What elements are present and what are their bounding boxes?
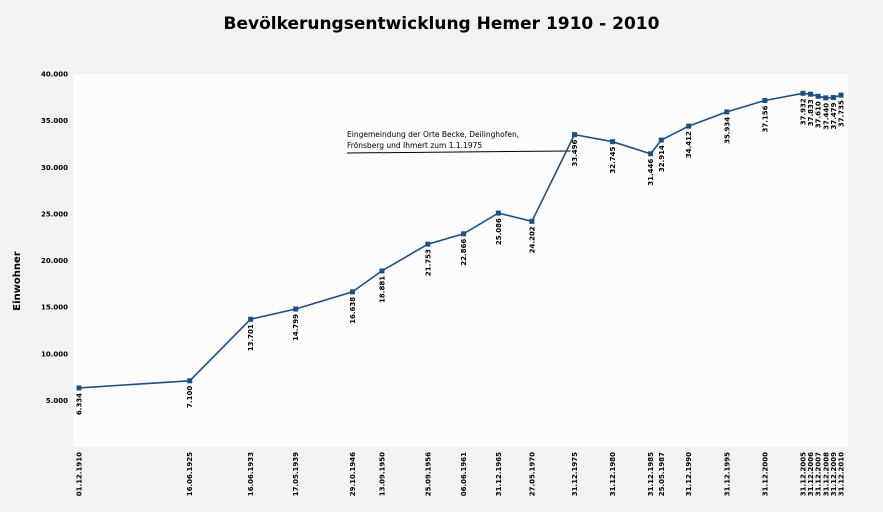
data-point-marker (379, 268, 384, 273)
y-tick-label: 10.000 (40, 350, 68, 359)
x-tick-label: 31.12.2009 (829, 452, 838, 497)
data-label: 35.934 (723, 116, 732, 144)
data-label: 37.440 (822, 102, 831, 130)
data-point-marker (425, 242, 430, 247)
data-point-marker (77, 385, 82, 390)
data-label: 37.156 (761, 105, 770, 133)
annotation-text: Eingemeindung der Orte Becke, Deilinghofen, (347, 130, 520, 139)
data-point-marker (248, 317, 253, 322)
x-tick-label: 27.05.1970 (528, 452, 537, 497)
data-label: 34.412 (685, 131, 694, 159)
x-tick-label: 16.06.1925 (186, 452, 195, 497)
y-tick-label: 25.000 (40, 210, 68, 219)
y-tick-label: 40.000 (40, 70, 68, 79)
data-point-marker (187, 378, 192, 383)
data-point-marker (823, 95, 828, 100)
data-point-marker (816, 94, 821, 99)
x-tick-label: 17.05.1939 (292, 452, 301, 497)
chart-title: Bevölkerungsentwicklung Hemer 1910 - 2010 (223, 14, 660, 34)
data-point-marker (461, 231, 466, 236)
x-tick-label: 06.06.1961 (460, 452, 469, 497)
data-point-marker (659, 138, 664, 143)
x-tick-label: 31.12.2000 (761, 452, 770, 497)
annotation-text: Frönsberg und Ihmert zum 1.1.1975 (347, 141, 483, 150)
data-point-marker (529, 219, 534, 224)
x-tick-label: 31.12.1995 (723, 452, 732, 497)
x-tick-label: 31.12.1980 (609, 452, 618, 497)
y-axis-label: Einwohner (12, 251, 23, 311)
y-tick-label: 15.000 (40, 303, 68, 312)
data-label: 22.866 (460, 238, 469, 266)
data-point-marker (350, 289, 355, 294)
x-tick-label: 29.10.1946 (348, 452, 357, 497)
x-tick-label: 25.05.1987 (657, 452, 666, 497)
data-label: 18.881 (378, 275, 387, 303)
data-point-marker (808, 92, 813, 97)
data-label: 6.334 (75, 392, 84, 416)
data-label: 37.479 (829, 102, 838, 130)
data-label: 14.799 (292, 313, 301, 342)
y-tick-label: 35.000 (40, 117, 68, 126)
x-tick-label: 31.12.1985 (647, 452, 656, 497)
data-label: 31.446 (647, 158, 656, 186)
data-label: 7.100 (186, 385, 195, 408)
data-point-marker (572, 132, 577, 137)
x-tick-label: 31.12.2006 (807, 452, 816, 497)
x-tick-label: 31.12.2008 (822, 452, 831, 497)
data-point-marker (293, 306, 298, 311)
data-point-marker (800, 91, 805, 96)
data-point-marker (496, 211, 501, 216)
x-tick-label: 31.12.2010 (837, 452, 846, 497)
data-label: 37.833 (807, 99, 816, 127)
y-tick-label: 5.000 (45, 396, 68, 405)
data-label: 13.701 (247, 324, 256, 352)
y-tick-label: 20.000 (40, 257, 68, 265)
x-axis (76, 452, 846, 496)
data-point-marker (648, 151, 653, 156)
data-point-marker (762, 98, 767, 103)
x-tick-label: 25.09.1956 (424, 452, 433, 497)
y-axis (41, 71, 68, 405)
data-label: 25.086 (494, 218, 503, 246)
x-tick-label: 31.12.1990 (685, 452, 694, 497)
data-label: 32.745 (609, 146, 618, 174)
x-tick-label: 16.06.1933 (247, 452, 256, 497)
data-point-marker (831, 95, 836, 100)
data-label: 37.932 (799, 98, 808, 126)
y-tick-label: 30.000 (40, 163, 68, 172)
data-point-marker (686, 124, 691, 129)
data-label: 21.753 (424, 249, 433, 277)
data-label: 32.914 (657, 145, 666, 173)
data-label: 37.610 (814, 101, 823, 129)
data-label: 24.202 (528, 226, 537, 254)
x-tick-label: 31.12.1975 (570, 452, 579, 497)
x-tick-label: 01.12.1910 (75, 452, 84, 497)
data-label: 16.638 (348, 296, 357, 324)
data-label: 33.496 (570, 139, 579, 167)
data-point-marker (839, 93, 844, 98)
data-point-marker (724, 109, 729, 114)
x-tick-label: 31.12.2007 (814, 452, 823, 497)
x-tick-label: 13.09.1950 (378, 452, 387, 497)
data-label: 37.735 (837, 100, 846, 128)
x-tick-label: 31.12.2005 (799, 452, 808, 497)
data-point-marker (610, 139, 615, 144)
x-tick-label: 31.12.1965 (494, 452, 503, 497)
